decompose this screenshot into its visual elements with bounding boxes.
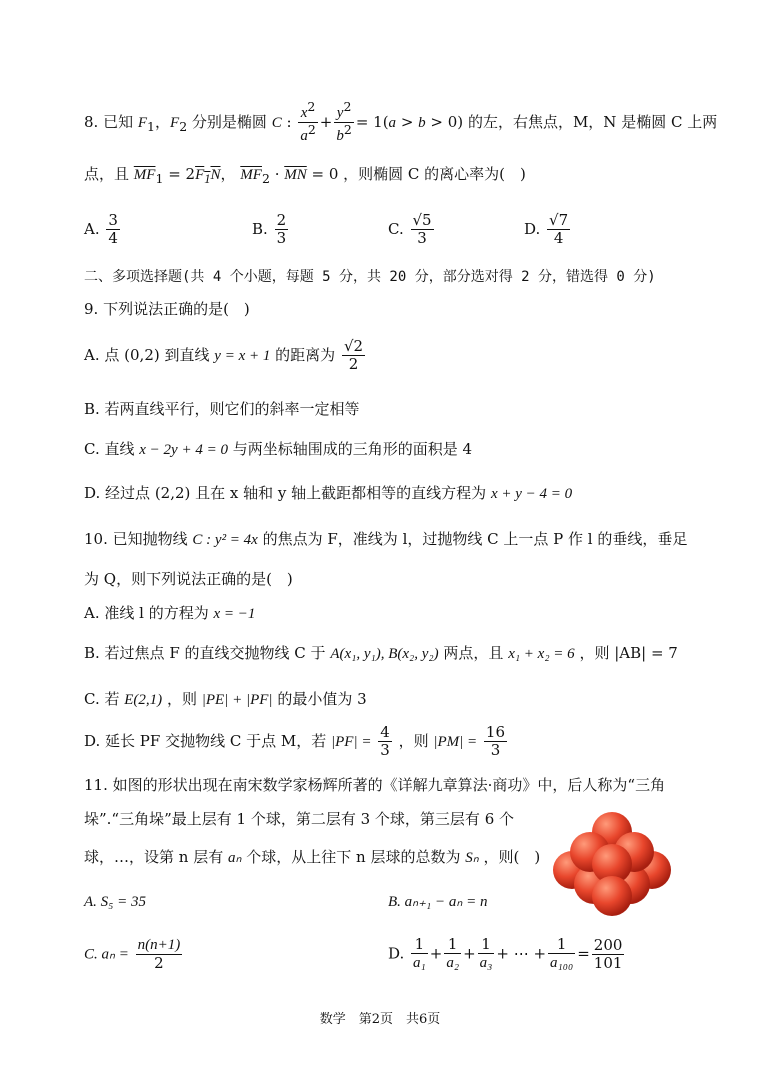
q11-line3: 球，…，设第 n 层有 aₙ 个球，从上往下 n 层球的总数为 Sₙ ，则( ) [84,848,541,866]
q10-option-d: D. 延长 PF 交抛物线 C 于点 M，若 |PF| = $\frac{4}{3}$ ，则 |PM| = $\frac{16}{3}$ [84,723,506,760]
ball [592,876,632,916]
q9-option-d: D. 经过点 (2,2) 且在 x 轴和 y 轴上截距都相等的直线方程为 x + y − 4 = 0 [84,484,573,502]
q8-text: 8. 已知 [84,112,134,131]
section-heading: 二、多项选择题(共 4 个小题，每题 5 分，共 20 分，部分选对得 2 分，错选得 0 分) [84,269,656,285]
q11-option-b: B. aₙ₊₁ − aₙ = n [388,894,488,910]
q8-option-d: D. $\frac{√7}{4}$ [524,211,569,248]
q8-option-a: A. $\frac{3}{4}$ [84,211,118,248]
q9-option-c: C. 直线 x − 2y + 4 = 0 与两坐标轴围成的三角形的面积是 4 [84,440,473,458]
q11-option-d: D. $\frac{1}{\text{a₁}}$ + $\frac{1}{\text{a₂}}$ + $\frac{1}{\text{a₃}}$ + ⋯ + $\frac{1}{\text{a₁₀₀}}$ = $\frac{200}{101}$ [388,935,623,972]
q10-line2: 为 Q，则下列说法正确的是( ) [84,570,293,588]
triangular-ball-stack-image [548,808,678,918]
q8-line2: 点，且 $\overline{MF}_1 = 2F_1N$， $\overline{MF}_2 \cdot \overline{MN} = 0$ ，则椭圆 C 的离心率为( ) [84,165,526,186]
q8-text: 的左，右焦点，M，N 是椭圆 C 上两 [467,112,718,131]
q11-line2: 垛”.“三角垛”最上层有 1 个球，第二层有 3 个球，第三层有 6 个 [84,810,515,828]
q8-text: ，则椭圆 C 的离心率为( ) [343,165,526,183]
page-footer: 数学 第2页 共6页 [319,1012,441,1027]
q10-option-c: C. 若 E(2,1) ，则 |PE| + |PF| 的最小值为 3 [84,690,367,708]
q8-option-b: B. $\frac{2}{3}$ [252,211,287,248]
q9-stem: 9. 下列说法正确的是( ) [84,300,250,318]
q8-text: 点，且 [84,165,130,183]
q11-line1: 11. 如图的形状出现在南宋数学家杨辉所著的《详解九章算法·商功》中，后人称为“三角 [84,776,666,794]
q11-option-c: C. aₙ = $\frac{n(n+1)}{2}$ [84,937,181,973]
q9-option-b: B. 若两直线平行，则它们的斜率一定相等 [84,400,360,418]
q10-option-b: B. 若过焦点 F 的直线交抛物线 C 于 A(x₁, y₁), B(x₂, y₂) 两点，且 x₁ + x₂ = 6 ，则 |AB| = 7 [84,644,678,662]
q9-option-a: A. 点 (0,2) 到直线 y = x + 1 的距离为 $\frac{√2}{2}$ [84,337,364,374]
q10-line1: 10. 已知抛物线 C : y² = 4x 的焦点为 F，准线为 l，过抛物线 C 上一点 P 作 l 的垂线，垂足 [84,530,688,548]
q11-option-a: A. S₅ = 35 [84,894,146,910]
ellipse-y-term: $\frac{y^2}{b^2}$ [336,99,352,145]
q10-option-a: A. 准线 l 的方程为 x = −1 [84,604,256,622]
q8-line1: 8. 已知 $F_1$，$F_2$ 分别是椭圆 C : $\frac{x^2}{a^2}$ + $\frac{y^2}{b^2}$ = 1(a > b > 0) 的左，右焦点，M，N 是椭圆 C 上两 [84,99,718,145]
q8-option-c: C. $\frac{√5}{3}$ [388,211,432,248]
q8-text: 分别是椭圆 [191,112,267,131]
ellipse-x-term: $\frac{x^2}{a^2}$ [300,99,316,145]
